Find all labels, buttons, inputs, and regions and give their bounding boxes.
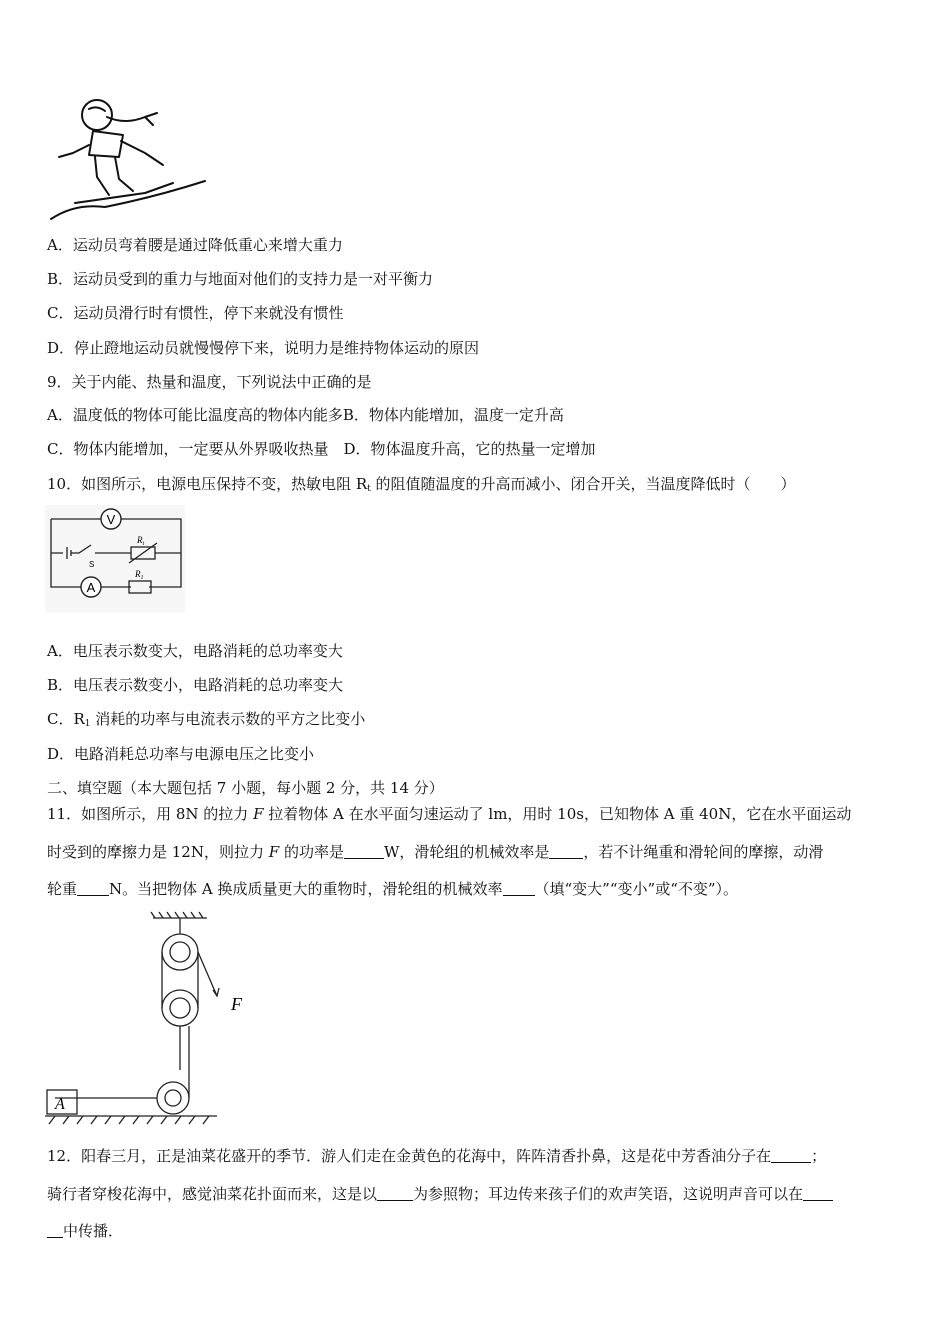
q9-options-row1: A．温度低的物体可能比温度高的物体内能多B．物体内能增加，温度一定升高 [47,406,564,424]
q8-option-b: B．运动员受到的重力与地面对他们的支持力是一对平衡力 [47,270,434,288]
q11-line3: 轮重 N。当把物体 A 换成质量更大的重物时，滑轮组的机械效率 （填“变大”“变小”或“不变”）。 [47,880,739,898]
answer-blank-medium-a[interactable] [803,1186,833,1201]
block-label: A [55,1096,65,1113]
q12-line3: 中传播． [47,1221,123,1241]
answer-blank-power[interactable] [344,844,384,859]
q8-option-d: D．停止蹬地运动员就慢慢停下来，说明力是维持物体运动的原因 [47,339,480,357]
answer-blank-reference[interactable] [377,1186,413,1201]
force-label: F [231,994,242,1014]
resistor-label: $R_1$ [135,569,144,581]
switch-label: S [89,560,95,569]
answer-blank-efficiency-change[interactable] [503,881,535,896]
skier-figure [45,95,210,225]
q10-stem [47,474,796,499]
q10-stem-text: 10．如图所示，电源电压保持不变，热敏电阻 R [47,475,368,493]
voltmeter-label: V [106,512,116,527]
q8-option-a: A．运动员弯着腰是通过降低重心来增大重力 [47,236,343,254]
section-heading: 二、填空题（本大题包括 7 小题，每小题 2 分，共 14 分） [47,779,444,797]
thermistor-label: $R_t$ [137,535,145,547]
q10-option-c-subscript: 1 [84,719,91,729]
q9-stem: 9．关于内能、热量和温度，下列说法中正确的是 [47,373,372,391]
q9-options-row2: C．物体内能增加，一定要从外界吸收热量 D．物体温度升高，它的热量一定增加 [47,440,596,458]
pulley-figure [45,910,265,1130]
q10-option-b: B．电压表示数变小，电路消耗的总功率变大 [47,676,344,694]
q10-stem-subscript: t [367,484,371,494]
circuit-figure [45,505,185,613]
pulley-diagram [45,910,265,1130]
q10-option-a: A．电压表示数变大，电路消耗的总功率变大 [47,642,343,660]
q11-line2: 时受到的摩擦力是 12N，则拉力 F 的功率是 W，滑轮组的机械效率是 ，若不计绳重和滑轮间的摩擦，动滑 [47,843,824,861]
q8-option-c: C．运动员滑行时有惯性，停下来就没有惯性 [47,304,344,322]
q10-option-c [47,709,365,734]
q10-option-d: D．电路消耗总功率与电源电压之比变小 [47,745,315,763]
q10-option-c-text-end: 消耗的功率与电流表示数的平方之比变小 [90,710,366,728]
skier-drawing [45,95,210,225]
answer-blank-pulley-weight[interactable] [77,881,109,896]
q12-line2: 骑行者穿梭花海中，感觉油菜花扑面而来，这是以 为参照物；耳边传来孩子们的欢声笑语，这说明声音可以在 [47,1184,833,1204]
ammeter-label: A [86,580,96,595]
answer-blank-efficiency[interactable] [549,844,583,859]
q12-line1: 12．阳春三月，正是油菜花盛开的季节．游人们走在金黄色的花海中，阵阵清香扑鼻，这是花中芳香油分子在 ； [47,1147,827,1165]
answer-blank-medium-b[interactable] [47,1223,63,1238]
circuit-diagram [45,505,185,613]
q10-option-c-text: C．R [47,710,85,728]
answer-blank-molecules[interactable] [771,1148,811,1163]
q11-line1: 11．如图所示，用 8N 的拉力 F 拉着物体 A 在水平面匀速运动了 lm，用时 10s，已知物体 A 重 40N，它在水平面运动 [47,805,852,823]
q10-stem-text-end: 的阻值随温度的升高而减小、闭合开关，当温度降低时（ ） [370,475,796,493]
